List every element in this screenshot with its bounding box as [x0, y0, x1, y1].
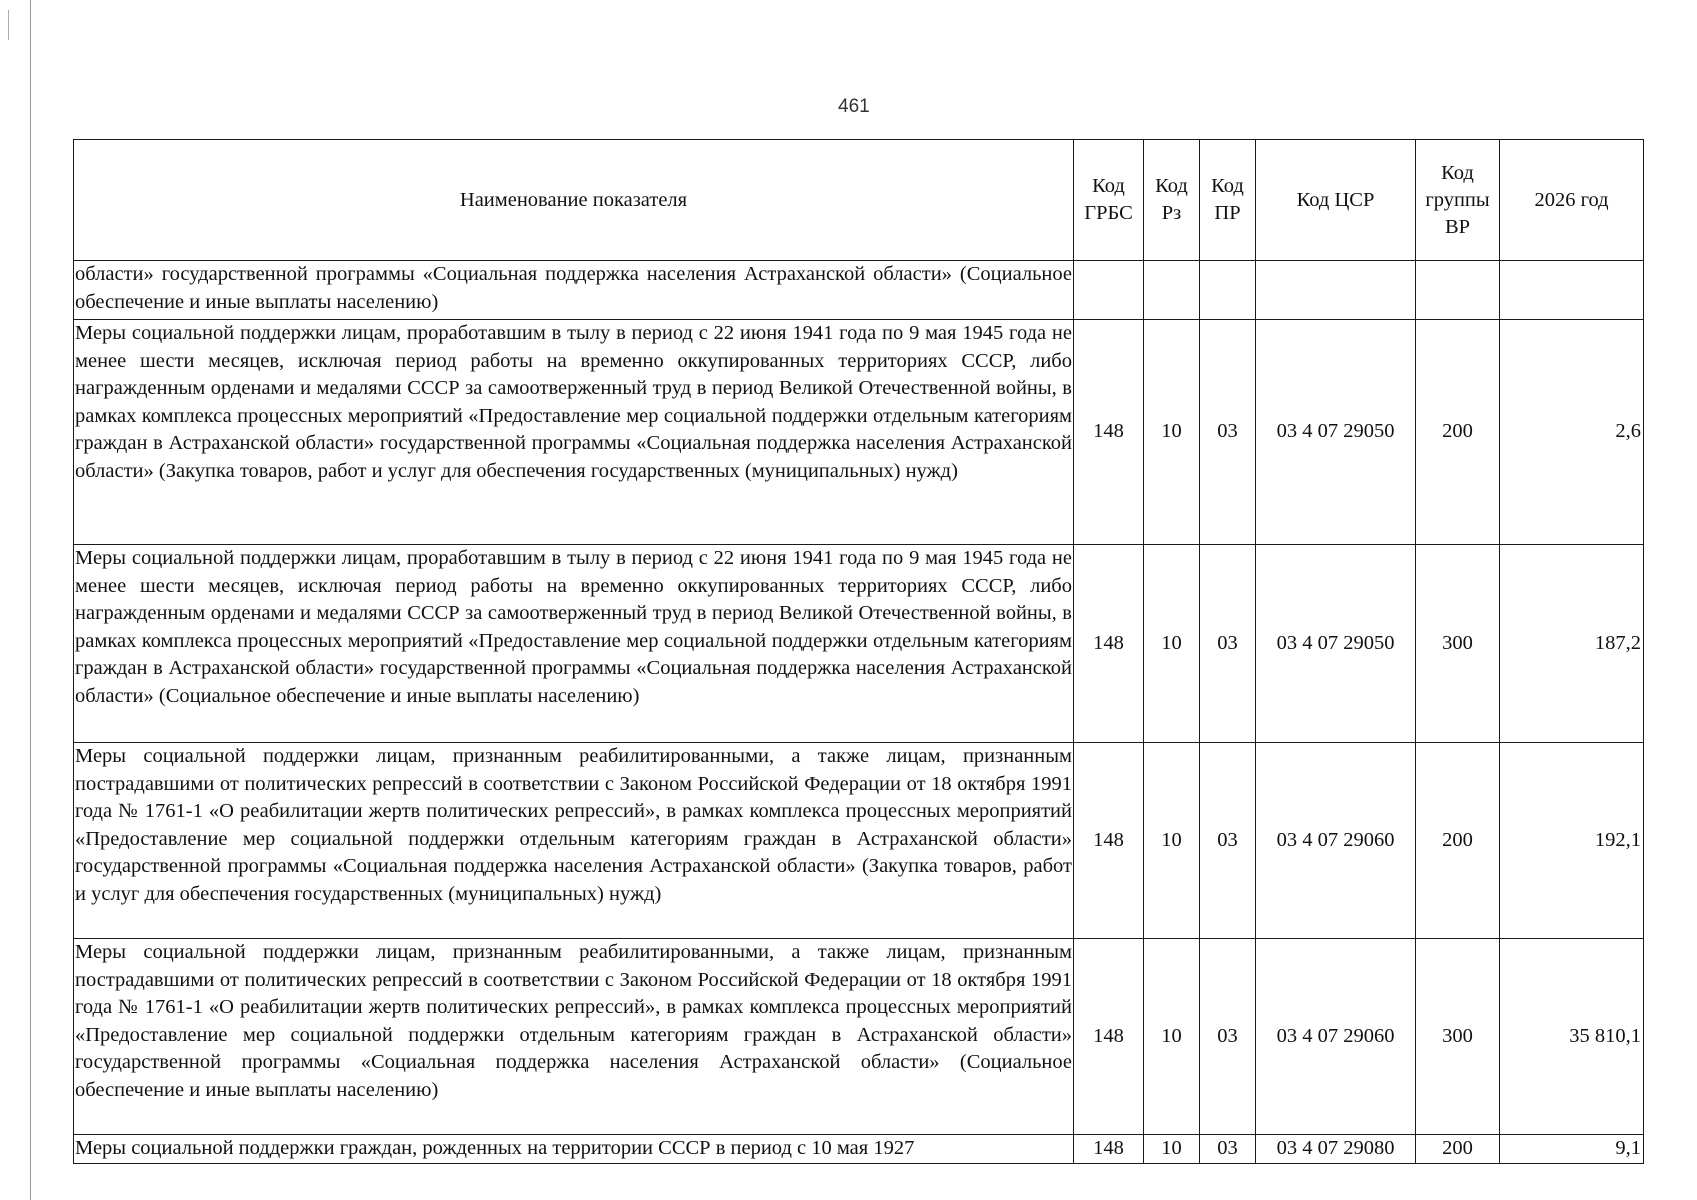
row-csr: 03 4 07 29080 [1256, 1135, 1416, 1164]
header-grbs [1074, 140, 1144, 261]
row-name: Меры социальной поддержки лицам, проработавшим в тылу в период с 22 июня 1941 года по 9 мая 1945 года не менее шести месяцев, исключая период работы на временно оккупированных территориях СССР, либо награжденным орденами и медалями СССР за самоотверженный труд в период Великой Отечественной войны, в рамках комплекса процессных мероприятий «Предоставление мер социальной поддержки отдельным категориям граждан в Астраханской области» государственной программы «Социальная поддержка населения Астраханской области» (Социальное обеспечение и иные выплаты населению) [74, 545, 1074, 743]
header-vr-line2: группы [1425, 188, 1490, 211]
table-header-row [74, 140, 1644, 261]
scan-left-edge-line [30, 0, 31, 1200]
table-row [74, 261, 1644, 320]
row-value: 9,1 [1500, 1135, 1644, 1164]
row-csr: 03 4 07 29050 [1256, 545, 1416, 743]
header-vr-line3: ВР [1444, 215, 1471, 238]
header-pr [1200, 140, 1256, 261]
row-csr: 03 4 07 29060 [1256, 743, 1416, 939]
header-rz-line1: Код [1155, 175, 1188, 197]
row-name: Меры социальной поддержки граждан, рожденных на территории СССР в период с 10 мая 1927 [74, 1135, 1074, 1164]
row-name: области» государственной программы «Социальная поддержка населения Астраханской области» (Социальное обеспечение и иные выплаты населению) [74, 261, 1074, 320]
header-pr-line1: Код [1211, 175, 1244, 197]
row-rz: 10 [1144, 743, 1200, 939]
row-name: Меры социальной поддержки лицам, признанным реабилитированными, а также лицам, признанным пострадавшими от политических репрессий в соответствии с Законом Российской Федерации от 18 октября 1991 года № 1761-1 «О реабилитации жертв политических репрессий», в рамках комплекса процессных мероприятий «Предоставление мер социальной поддержки отдельным категориям граждан в Астраханской области» государственной программы «Социальная поддержка населения Астраханской области» (Закупка товаров, работ и услуг для обеспечения государственных (муниципальных) нужд) [74, 743, 1074, 939]
header-grbs-line1: Код [1092, 175, 1125, 197]
row-pr: 03 [1200, 320, 1256, 545]
row-value: 192,1 [1500, 743, 1644, 939]
table-row [74, 743, 1644, 939]
header-name-label: Наименование показателя [459, 188, 688, 211]
row-vr [1416, 261, 1500, 320]
header-name [74, 140, 1074, 261]
row-name: Меры социальной поддержки лицам, признанным реабилитированными, а также лицам, признанным пострадавшими от политических репрессий в соответствии с Законом Российской Федерации от 18 октября 1991 года № 1761-1 «О реабилитации жертв политических репрессий», в рамках комплекса процессных мероприятий «Предоставление мер социальной поддержки отдельным категориям граждан в Астраханской области» государственной программы «Социальная поддержка населения Астраханской области» (Социальное обеспечение и иные выплаты населению) [74, 939, 1074, 1135]
budget-table [73, 139, 1644, 1164]
row-pr: 03 [1200, 743, 1256, 939]
header-csr-label: Код ЦСР [1296, 188, 1375, 211]
row-vr: 200 [1416, 743, 1500, 939]
table-row [74, 545, 1644, 743]
row-grbs: 148 [1074, 743, 1144, 939]
table-row [74, 939, 1644, 1135]
table-row [74, 1135, 1644, 1164]
header-vr [1416, 140, 1500, 261]
row-grbs: 148 [1074, 320, 1144, 545]
row-vr: 300 [1416, 939, 1500, 1135]
row-pr: 03 [1200, 545, 1256, 743]
row-grbs: 148 [1074, 939, 1144, 1135]
row-csr: 03 4 07 29060 [1256, 939, 1416, 1135]
table-row [74, 320, 1644, 545]
row-vr: 300 [1416, 545, 1500, 743]
row-pr: 03 [1200, 939, 1256, 1135]
row-vr: 200 [1416, 320, 1500, 545]
row-pr [1200, 261, 1256, 320]
row-rz: 10 [1144, 320, 1200, 545]
row-csr: 03 4 07 29050 [1256, 320, 1416, 545]
header-rz-line2: Рз [1161, 202, 1182, 224]
row-rz: 10 [1144, 545, 1200, 743]
row-value: 2,6 [1500, 320, 1644, 545]
header-csr [1256, 140, 1416, 261]
header-pr-line2: ПР [1214, 202, 1241, 224]
row-grbs: 148 [1074, 1135, 1144, 1164]
row-pr: 03 [1200, 1135, 1256, 1164]
header-year [1500, 140, 1644, 261]
row-value: 187,2 [1500, 545, 1644, 743]
header-year-label: 2026 год [1534, 188, 1609, 211]
header-rz [1144, 140, 1200, 261]
page-number: 461 [838, 96, 870, 117]
row-value [1500, 261, 1644, 320]
scan-corner-mark [8, 10, 9, 40]
row-rz: 10 [1144, 939, 1200, 1135]
header-vr-line1: Код [1441, 161, 1474, 184]
row-grbs: 148 [1074, 545, 1144, 743]
row-rz [1144, 261, 1200, 320]
row-value: 35 810,1 [1500, 939, 1644, 1135]
row-vr: 200 [1416, 1135, 1500, 1164]
row-csr [1256, 261, 1416, 320]
row-rz: 10 [1144, 1135, 1200, 1164]
header-grbs-line2: ГРБС [1084, 202, 1133, 224]
row-name: Меры социальной поддержки лицам, проработавшим в тылу в период с 22 июня 1941 года по 9 мая 1945 года не менее шести месяцев, исключая период работы на временно оккупированных территориях СССР, либо награжденным орденами и медалями СССР за самоотверженный труд в период Великой Отечественной войны, в рамках комплекса процессных мероприятий «Предоставление мер социальной поддержки отдельным категориям граждан в Астраханской области» государственной программы «Социальная поддержка населения Астраханской области» (Закупка товаров, работ и услуг для обеспечения государственных (муниципальных) нужд) [74, 320, 1074, 545]
row-grbs [1074, 261, 1144, 320]
